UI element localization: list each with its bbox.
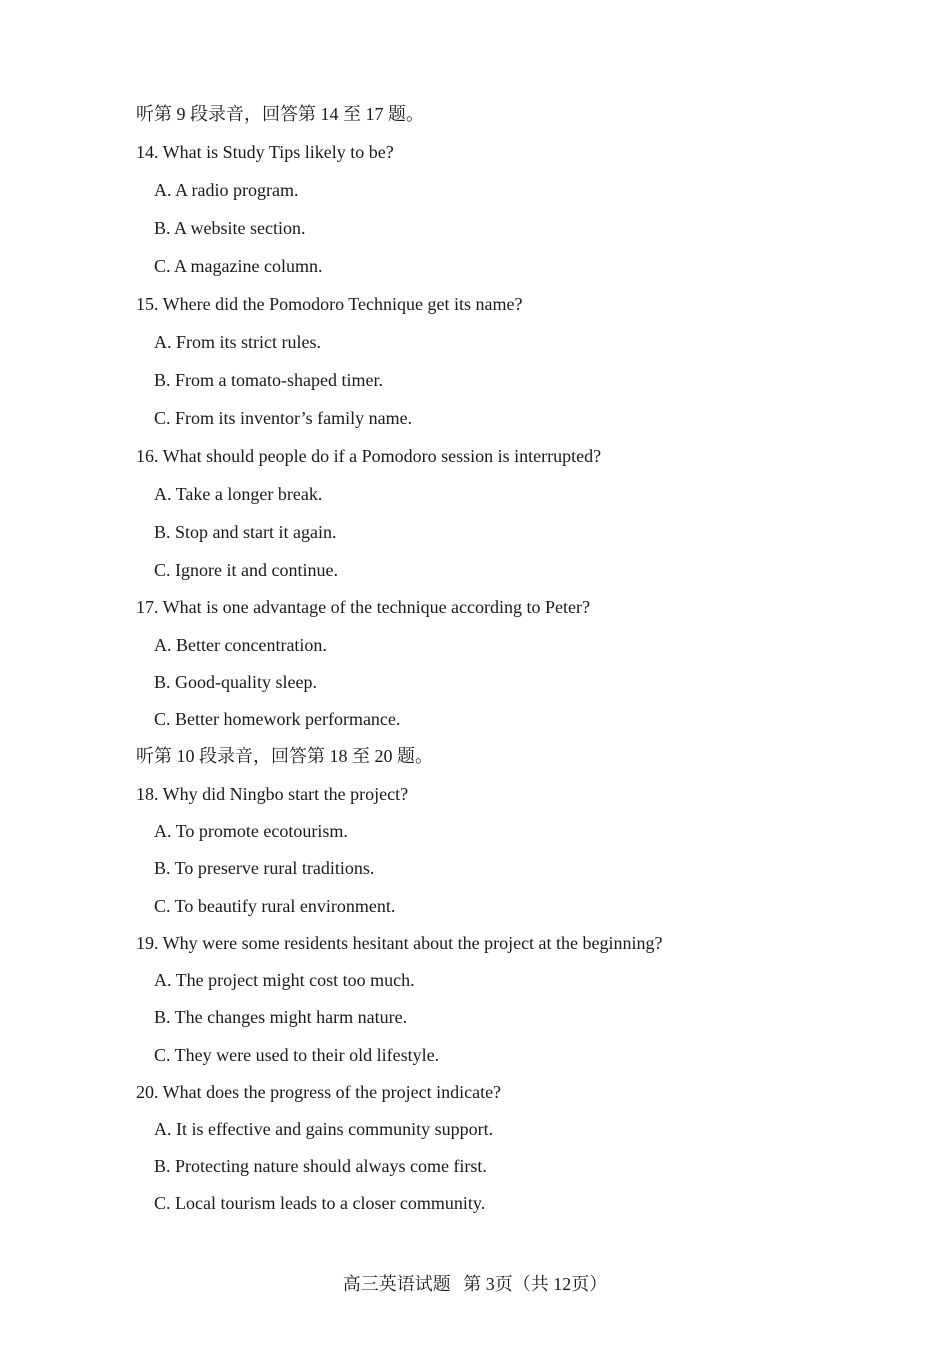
q17-option-b: B. Good-quality sleep. (154, 672, 317, 692)
page-footer (0, 1272, 950, 1296)
q17-option-c: C. Better homework performance. (154, 709, 401, 729)
question-15: 15. Where did the Pomodoro Technique get its name? (136, 294, 523, 314)
question-19: 19. Why were some residents hesitant about the project at the beginning? (136, 933, 663, 953)
q15-option-a: A. From its strict rules. (154, 332, 321, 352)
q20-option-c: C. Local tourism leads to a closer community. (154, 1193, 486, 1213)
question-20: 20. What does the progress of the project indicate? (136, 1082, 502, 1102)
q16-option-a: A. Take a longer break. (154, 484, 323, 504)
q20-option-a: A. It is effective and gains community support. (154, 1119, 494, 1139)
q19-option-b: B. The changes might harm nature. (154, 1007, 408, 1027)
q14-option-a: A. A radio program. (154, 180, 299, 200)
footer-page-number: 第 3页（共 12页） (463, 1274, 608, 1294)
q14-option-b: B. A website section. (154, 218, 306, 238)
question-14: 14. What is Study Tips likely to be? (136, 142, 394, 162)
q19-option-a: A. The project might cost too much. (154, 970, 415, 990)
q18-option-b: B. To preserve rural traditions. (154, 858, 375, 878)
footer-title: 高三英语试题 (342, 1274, 451, 1294)
section-heading: 听第 10 段录音，回答第 18 至 20 题。 (136, 746, 433, 766)
q16-option-c: C. Ignore it and continue. (154, 560, 338, 580)
q15-option-c: C. From its inventor’s family name. (154, 408, 413, 428)
question-18: 18. Why did Ningbo start the project? (136, 784, 409, 804)
section-heading: 听第 9 段录音，回答第 14 至 17 题。 (136, 104, 424, 124)
q18-option-c: C. To beautify rural environment. (154, 896, 396, 916)
q16-option-b: B. Stop and start it again. (154, 522, 337, 542)
q18-option-a: A. To promote ecotourism. (154, 821, 348, 841)
q15-option-b: B. From a tomato-shaped timer. (154, 370, 383, 390)
question-17: 17. What is one advantage of the technique according to Peter? (136, 597, 590, 617)
q19-option-c: C. They were used to their old lifestyle. (154, 1045, 440, 1065)
question-16: 16. What should people do if a Pomodoro session is interrupted? (136, 446, 602, 466)
q17-option-a: A. Better concentration. (154, 635, 327, 655)
q14-option-c: C. A magazine column. (154, 256, 323, 276)
q20-option-b: B. Protecting nature should always come first. (154, 1156, 487, 1176)
